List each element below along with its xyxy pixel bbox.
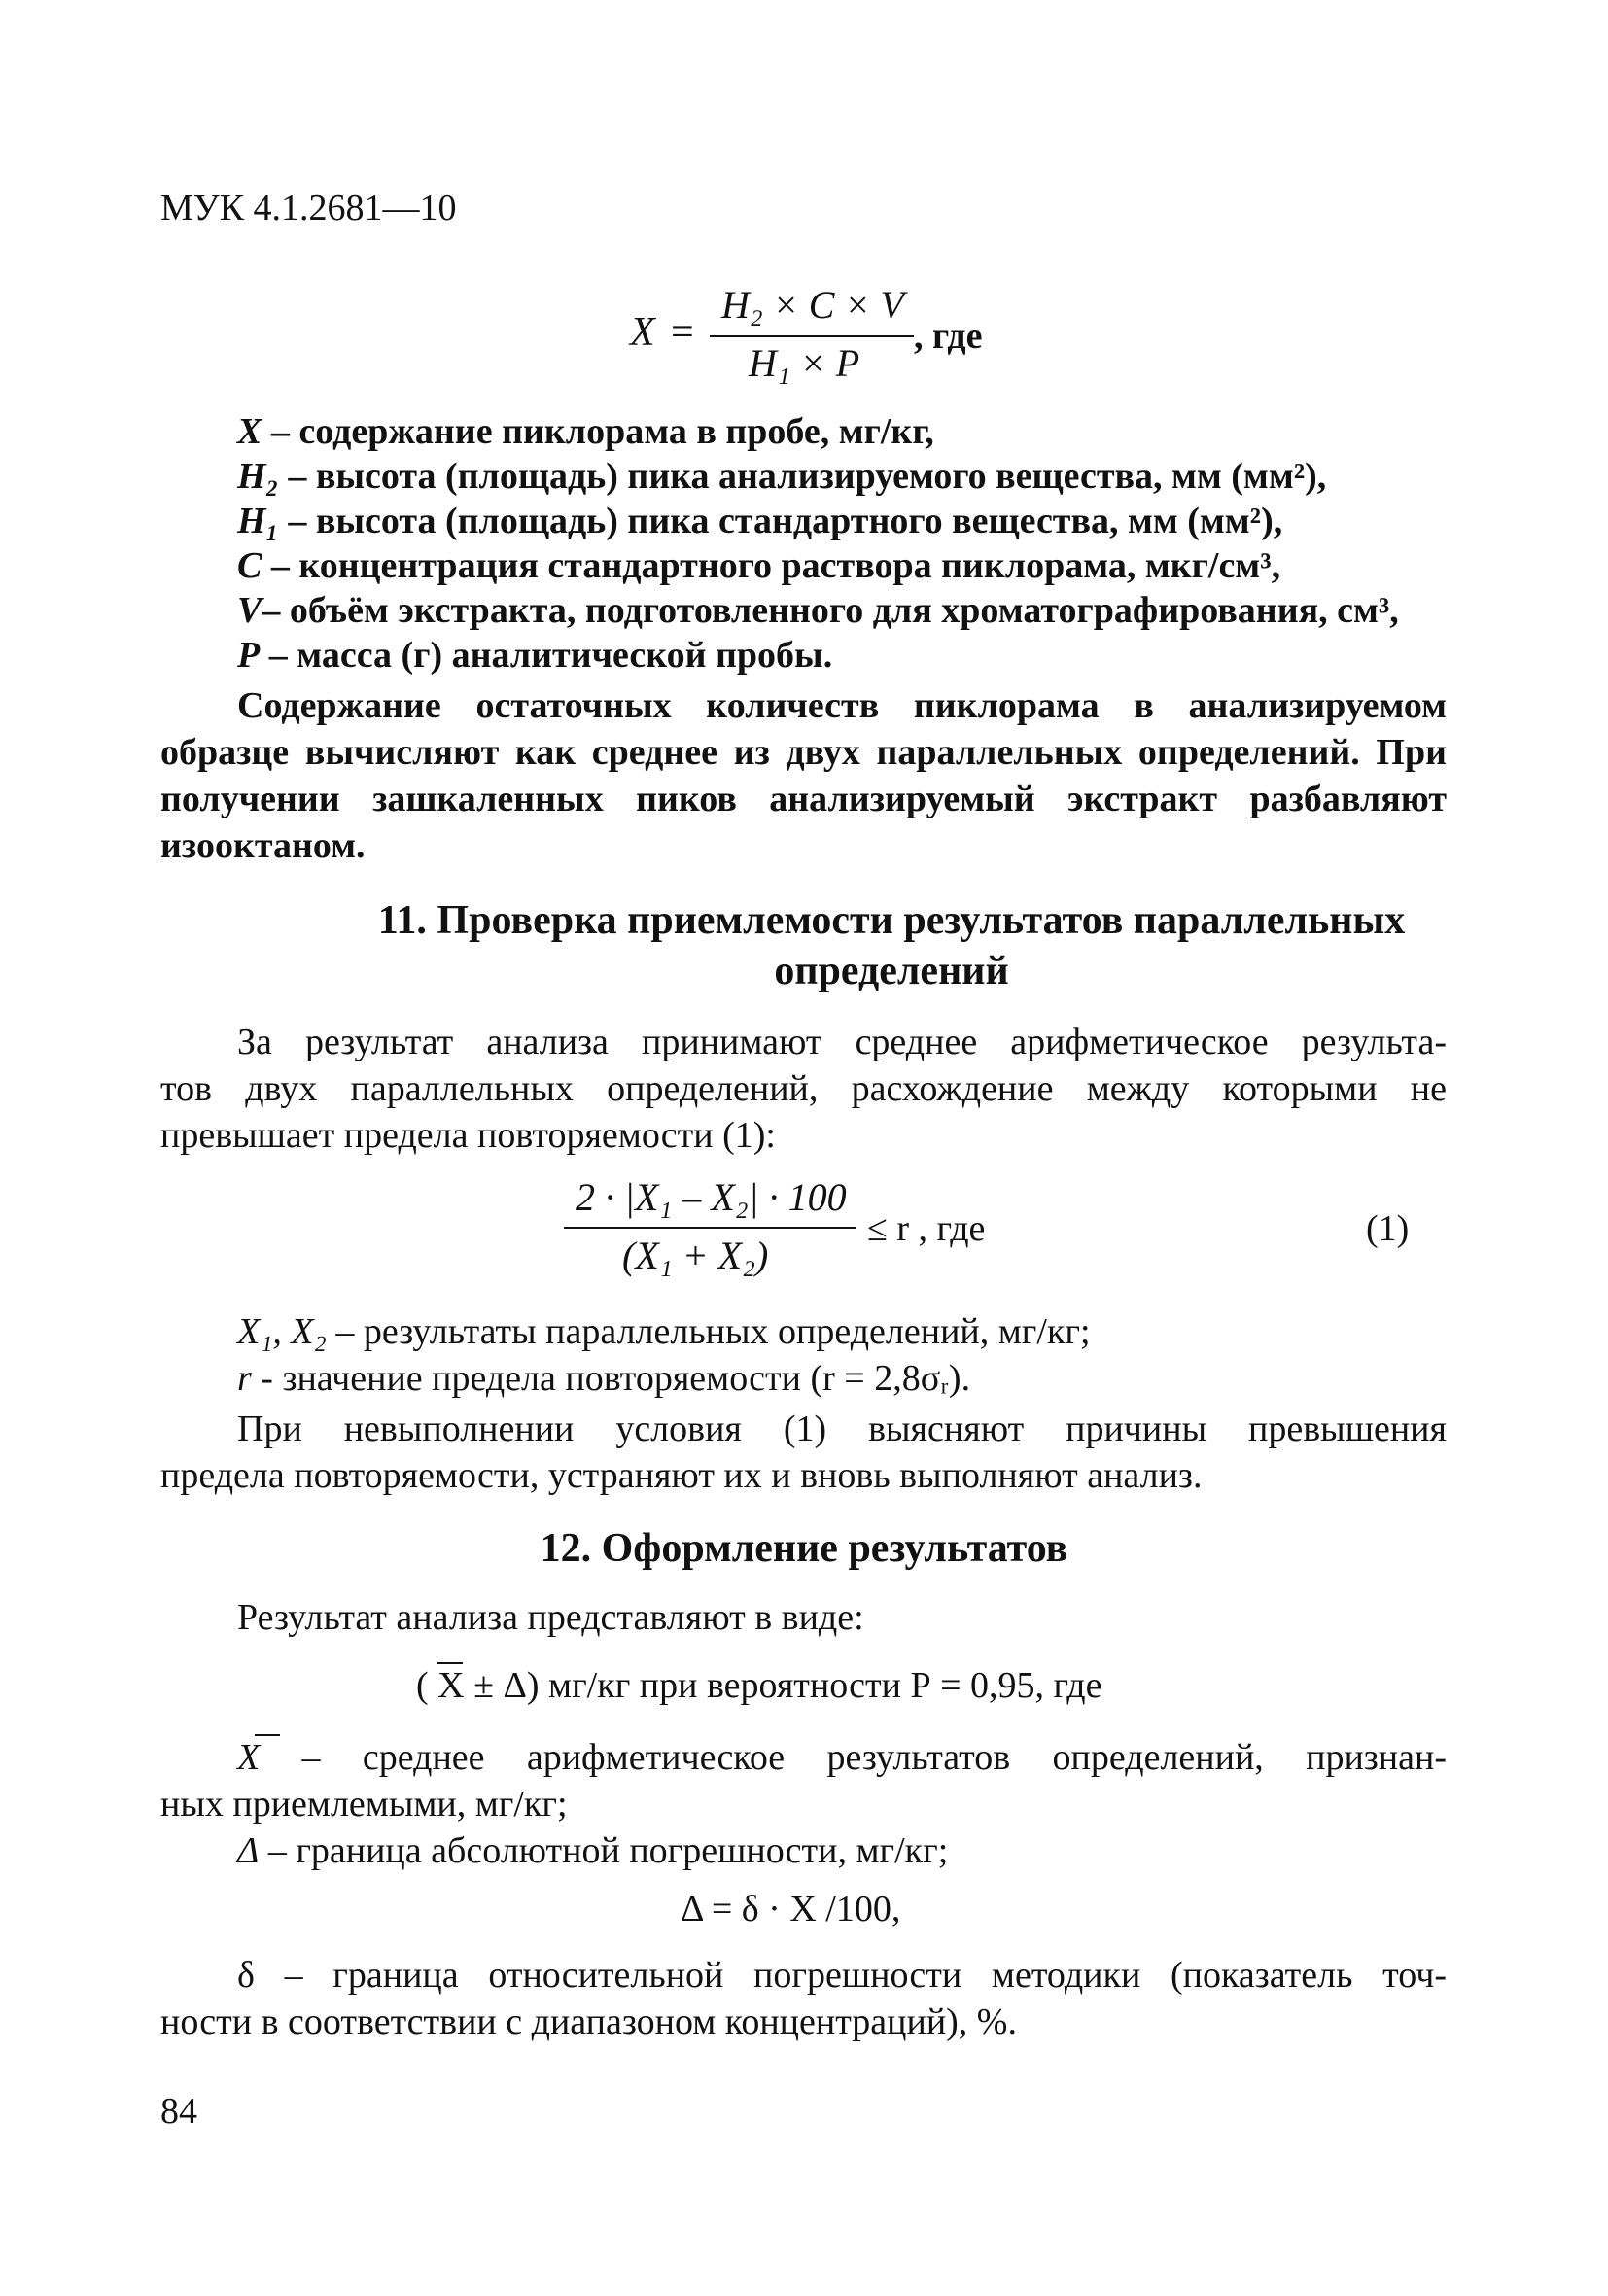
section-11-para-line-2: предела повторяемости, устраняют их и вновь выполняют анализ.	[160, 1455, 1203, 1496]
formula-number: (1)	[1366, 1208, 1410, 1249]
formula-lhs: X	[630, 310, 655, 355]
para1-line-1: Содержание остаточных количеств пиклорама в анализируемом	[237, 685, 1447, 726]
delta-definition-line-1: δ – граница относительной погрешности методики (показатель точ-	[237, 1955, 1447, 1996]
mean-bar	[437, 1662, 463, 1664]
section-12-intro: Результат анализа представляют в виде:	[237, 1597, 864, 1638]
formula-repeatability-numerator: 2 · |X₁ – X₂| · 100	[576, 1175, 847, 1219]
section-11-line-2: тов двух параллельных определений, расхождение между которыми не	[160, 1068, 1447, 1109]
definition-x1-x2: X₁, X₂ – результаты параллельных определений, мг/кг;	[237, 1311, 1091, 1352]
definition-x: X – содержание пиклорама в пробе, мг/кг,	[237, 411, 934, 452]
fraction-line	[564, 1227, 856, 1229]
mean-bar	[255, 1734, 280, 1736]
section-11-line-3: превышает предела повторяемости (1):	[160, 1115, 776, 1156]
fraction-line	[710, 335, 914, 337]
delta-definition-line-2: ности в соответствии с диапазоном концентраций), %.	[160, 2001, 1017, 2042]
definition-h2: H₂ – высота (площадь) пика анализируемого вещества, мм (мм²),	[237, 456, 1327, 497]
formula-numerator: H₂ × C × V	[721, 283, 904, 327]
definition-c: C – концентрация стандартного раствора пиклорама, мкг/см³,	[237, 545, 1281, 586]
para1-line-3: получении зашкаленных пиков анализируемый экстракт разбавляют	[160, 779, 1447, 819]
doc-code: МУК 4.1.2681—10	[160, 188, 457, 228]
section-12-title: 12. Оформление результатов	[540, 1526, 1068, 1571]
delta-formula: Δ = δ · X /100,	[681, 1889, 901, 1930]
para1-line-4: изооктаном.	[160, 825, 366, 866]
para1-line-2: образце вычисляют как среднее из двух параллельных определений. При	[160, 732, 1447, 773]
definition-mean-line-1: X – среднее арифметическое результатов определений, признан-	[237, 1737, 1447, 1778]
section-11-para-line-1: При невыполнении условия (1) выясняют причины превышения	[237, 1409, 1447, 1449]
formula-repeatability-rhs: ≤ r , где	[867, 1208, 986, 1249]
formula-eq: =	[671, 310, 694, 355]
definition-v: V– объём экстракта, подготовленного для хроматографирования, см³,	[237, 590, 1399, 631]
formula-repeatability-denominator: (X₁ + X₂)	[622, 1234, 769, 1277]
result-expression: ( X ± Δ) мг/кг при вероятности Р = 0,95, где	[416, 1665, 1102, 1706]
definition-delta: Δ – граница абсолютной погрешности, мг/кг;	[237, 1830, 949, 1871]
formula-denominator: H₁ × P	[749, 341, 860, 385]
definition-p: P – масса (г) аналитической пробы.	[237, 635, 833, 676]
definition-h1: H₁ – высота (площадь) пика стандартного вещества, мм (мм²),	[237, 501, 1283, 541]
section-11-line-1: За результат анализа принимают среднее арифметическое результа-	[237, 1022, 1447, 1062]
definition-r: r - значение предела повторяемости (r = 2,8σᵣ).	[237, 1358, 971, 1399]
definition-mean-line-2: ных приемлемыми, мг/кг;	[160, 1784, 568, 1825]
page-number: 84	[160, 2091, 197, 2132]
section-11-title-line-2: определений	[774, 949, 1009, 993]
section-11-title-line-1: 11. Проверка приемлемости результатов параллельных	[377, 898, 1406, 943]
formula-suffix: , где	[914, 316, 983, 357]
